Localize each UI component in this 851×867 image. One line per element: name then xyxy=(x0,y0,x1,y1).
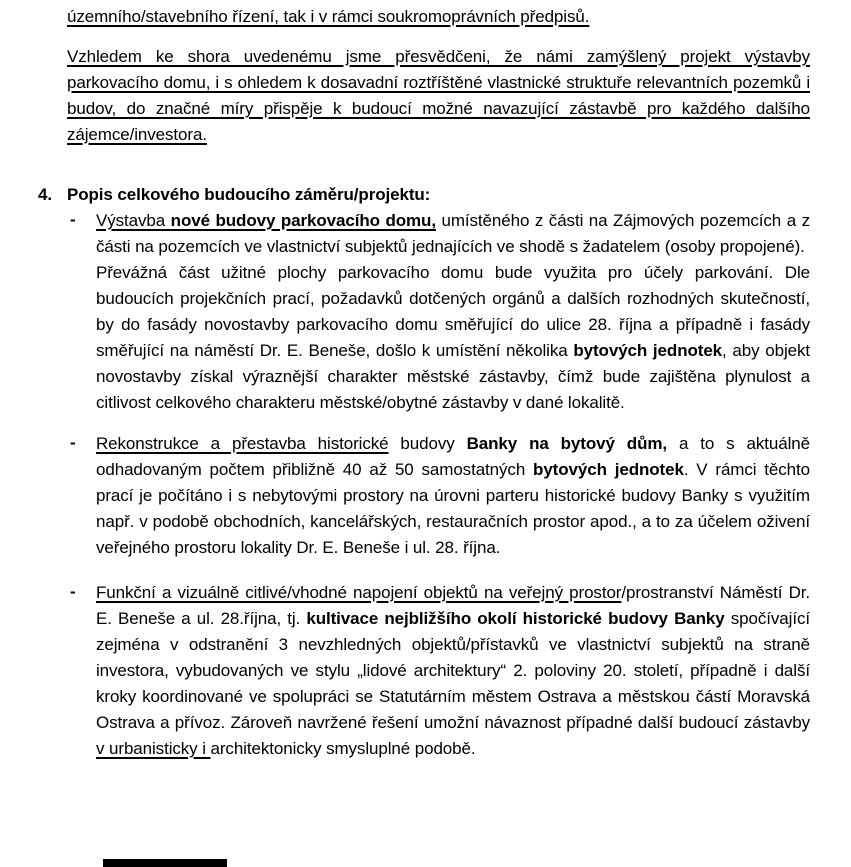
section-heading xyxy=(38,182,810,208)
document-content xyxy=(38,4,810,762)
bullet-dash: - xyxy=(70,210,76,229)
text-segment: . V rámci těchto prací je počítáno i s nebytovými prostory na úrovni parteru historické budovy Banky s využitím např. v podobě obchodních, kancelářských, restauračních prostor apod., a to za účelem oživení veřejného prostoru lokality Dr. E. Beneše i ul. 28. října. xyxy=(96,460,810,557)
section-title: Popis celkového budoucího záměru/projektu: xyxy=(67,185,431,204)
thick-underline-mark xyxy=(103,859,227,867)
text-segment: , aby objekt novostavby získal výraznější charakter městské zástavby, čímž bude zajištěna plynulost a citlivost celkového charakteru městské/obytné zástavby v dané lokalitě. xyxy=(96,341,810,412)
text-segment: architektonicky smysluplné podobě. xyxy=(210,739,476,758)
text-segment: Funkční a vizuálně citlivé/vhodné napojení objektů na veřejný prostor xyxy=(96,583,622,602)
text-segment: Banky na bytový dům, xyxy=(466,434,667,453)
bullet-paragraph xyxy=(96,580,810,762)
bullet-paragraph xyxy=(96,208,810,260)
bullet-item-parking-house xyxy=(67,208,810,416)
lead-paragraph: Vzhledem ke shora uvedenému jsme přesvědčeni, že námi zamýšlený projekt výstavby parkovacího domu, i s ohledem k dosavadní roztříštěné vlastnické struktuře relevantních pozemků i budov, do značné míry přispěje k budoucí možné navazující zástavbě pro každého dalšího zájemce/investora. xyxy=(67,47,810,144)
bullet-paragraph xyxy=(96,431,810,561)
bullet-paragraph xyxy=(96,260,810,416)
text-segment: bytových jednotek xyxy=(573,341,723,360)
text-segment: v urbanisticky i xyxy=(96,739,211,758)
text-segment: spočívající zejména v odstranění 3 nevzhledných objektů/přístavků ve vlastnictví subjektů na straně investora, vybudovaných ve stylu „lidové architektury“ 2. poloviny 20. století, případně i další kroky koordinované ve spolupráci se Statutárním městem Ostrava a městskou částí Moravská Ostrava a přívoz. Zároveň navržené řešení umožní návaznost případné další budoucí zástavby xyxy=(96,609,810,732)
text-segment: Výstavba xyxy=(96,211,171,230)
bullet-item-bank-reconstruction xyxy=(67,431,810,561)
text-segment: a to s aktuálně odhadovaným počtem přibližně 40 až 50 samostatných xyxy=(96,434,810,479)
text-segment: bytových jednotek xyxy=(533,460,684,479)
section-number: 4. xyxy=(38,185,52,204)
text-segment: Rekonstrukce a přestavba historické xyxy=(96,434,389,453)
bullet-dash: - xyxy=(70,433,76,452)
text-segment: kultivace nejbližšího okolí historické budovy Banky xyxy=(306,609,725,628)
text-segment: /prostranství Náměstí Dr. E. Beneše a ul. 28.října, tj. xyxy=(96,583,810,628)
text-segment: budovy xyxy=(388,434,467,453)
bullet-item-public-space xyxy=(67,580,810,762)
text-segment: Převážná část užitné plochy parkovacího domu bude využita pro účely parkování. Dle budoucích projekčních prací, požadavků dotčených orgánů a dalších rozhodných skutečností, by do fasády novostavby parkovacího domu směřující do ulice 28. října a případně i fasády směřující na náměstí Dr. E. Beneše, došlo k umístění několika xyxy=(96,263,810,360)
bullet-dash: - xyxy=(70,582,76,601)
text-segment: nové budovy parkovacího domu, xyxy=(170,211,436,230)
text-segment: umístěného z části na Zájmových pozemcích a z části na pozemcích ve vlastnictví subjektů jednajících ve shodě s žadatelem (osoby propojené). xyxy=(96,211,810,256)
intro-paragraph: územního/stavebního řízení, tak i v rámci soukromoprávních předpisů. xyxy=(67,7,590,26)
